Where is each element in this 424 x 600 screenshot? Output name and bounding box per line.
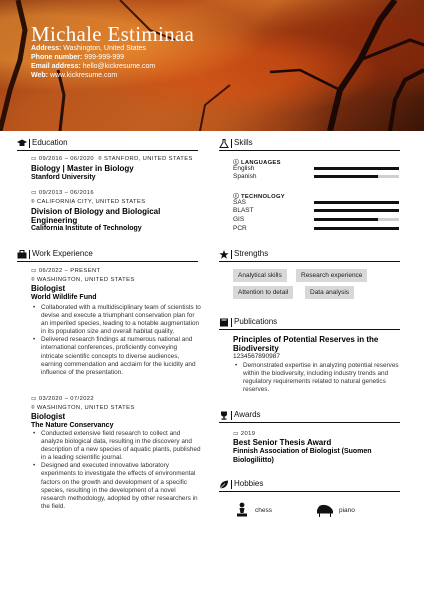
languages-heading: ⓘ LANGUAGES: [233, 160, 281, 166]
info-circle-icon: ⓘ: [233, 160, 240, 166]
hobby-piano: piano: [339, 507, 355, 514]
work-2-title: Biologist: [31, 412, 66, 421]
trophy-icon: [219, 411, 229, 420]
skills-section-heading: [219, 138, 400, 151]
skill-pcr: PCR: [233, 225, 247, 232]
list-item: • Designed and executed innovative laboratory experiments to investigate the effects of environmental factors on the growth and development of a specific species, resulting in the development of a novel research methodology, adopted by other researchers in the field.: [33, 462, 201, 511]
calendar-icon: ▭: [31, 396, 37, 402]
work-2-bullets: [33, 430, 201, 511]
skill-sas-bar: [314, 201, 399, 204]
header-banner: [0, 0, 424, 131]
hobby-chess: chess: [255, 507, 272, 514]
briefcase-icon: [17, 250, 27, 259]
work-1-bullets: [33, 304, 201, 377]
work-1-dates: ▭ 06/2022 – PRESENT: [31, 268, 101, 274]
contact-phone: Phone number: 999-999-999: [31, 54, 124, 61]
education-title: Education: [32, 138, 68, 147]
publications-section-heading: [219, 317, 400, 330]
book-icon: [219, 318, 229, 327]
location-pin-icon: ⌾: [31, 405, 35, 411]
education-1-meta: ▭ 09/2016 – 06/2020 ⌾ STANFORD, UNITED STATES: [31, 156, 193, 162]
education-1-school: Stanford University: [31, 174, 96, 181]
publication-bullets: [235, 362, 400, 394]
piano-icon: [316, 502, 334, 518]
education-2-school: California Institute of Technology: [31, 225, 142, 232]
contact-address: Address: Washington, United States: [31, 45, 146, 52]
publication-id: 1234567890987: [233, 353, 280, 360]
strengths-section-heading: [219, 249, 400, 262]
hobbies-section-heading: [219, 479, 400, 492]
strength-tag: Research experience: [296, 269, 367, 282]
skill-blast-bar: [314, 209, 399, 212]
education-1-degree: Biology | Master in Biology: [31, 164, 134, 173]
calendar-icon: ▭: [233, 431, 239, 437]
list-item: • Demonstrated expertise in analyzing potential reserves within the biodiversity, including industry trends and regulatory requirements related to natural genetics reserves.: [235, 362, 400, 394]
work-1-location: ⌾ WASHINGTON, UNITED STATES: [31, 277, 135, 283]
work-section-heading: [17, 249, 198, 262]
work-2-location: ⌾ WASHINGTON, UNITED STATES: [31, 405, 135, 411]
work-1-title: Biologist: [31, 284, 66, 293]
location-pin-icon: ⌾: [31, 277, 35, 283]
skill-spanish: Spanish: [233, 173, 257, 180]
awards-title: Awards: [234, 410, 261, 419]
education-2-degree: Division of Biology and Biological Engineering: [31, 207, 161, 225]
work-2-dates: ▭ 03/2020 – 07/2022: [31, 396, 95, 402]
skill-sas: SAS: [233, 199, 247, 206]
flask-icon: [219, 139, 229, 148]
star-icon: [219, 250, 229, 259]
list-item: • Collaborated with a multidisciplinary team of scientists to devise and execute a triumphant conservation plan for an imperiled species, leading to a notable augmentation in its population size and overall habitat quality.: [33, 304, 201, 336]
calendar-icon: ▭: [31, 268, 37, 274]
calendar-icon: ▭: [31, 190, 37, 196]
work-2-company: The Nature Conservancy: [31, 422, 114, 429]
calendar-icon: ▭: [31, 156, 37, 162]
list-item: • Delivered research findings at numerous national and international conferences, proficiently conveying intricate scientific concepts to diverse audiences, earning commendation and acclaim for the lucidity and influence of the presentation.: [33, 336, 201, 376]
strengths-title: Strengths: [234, 249, 269, 258]
skill-pcr-bar: [314, 227, 399, 230]
location-pin-icon: ⌾: [31, 199, 35, 205]
awards-section-heading: [219, 410, 400, 423]
contact-web[interactable]: Web: www.kickresume.com: [31, 72, 118, 79]
skill-english: English: [233, 165, 255, 172]
chess-icon: [234, 502, 250, 518]
contact-email[interactable]: Email address: hello@kickresume.com: [31, 63, 156, 70]
publications-title: Publications: [234, 317, 278, 326]
skill-gis-bar: [314, 218, 399, 221]
strength-tag: Attention to detail: [233, 286, 293, 299]
strength-tag: Data analysis: [305, 286, 354, 299]
info-circle-icon: ⓘ: [233, 194, 240, 200]
publication-title: Principles of Potential Reserves in the Biodiversity: [233, 335, 379, 353]
hobbies-title: Hobbies: [234, 479, 264, 488]
education-2-location: ⌾ CALIFORNIA CITY, UNITED STATES: [31, 199, 146, 205]
award-year: ▭ 2019: [233, 431, 256, 437]
skill-spanish-bar: [314, 175, 399, 178]
leaf-icon: [219, 480, 229, 489]
skill-gis: GIS: [233, 216, 245, 223]
award-title: Best Senior Thesis Award: [233, 438, 332, 447]
list-item: • Conducted extensive field research to collect and analyze biological data, resulting in the discovery and description of a new species of aquatic plants, published in a leading scientific journal.: [33, 430, 201, 462]
work-1-company: World Wildlife Fund: [31, 294, 97, 301]
skill-blast: BLAST: [233, 207, 254, 214]
skills-title: Skills: [234, 138, 253, 147]
location-pin-icon: ⌾: [98, 156, 102, 162]
work-title: Work Experience: [32, 249, 93, 258]
graduation-cap-icon: [17, 139, 27, 148]
candidate-name: Michale Estiminaa: [31, 22, 195, 46]
education-2-meta: ▭ 09/2013 – 06/2016: [31, 190, 95, 196]
skill-english-bar: [314, 167, 399, 170]
technology-heading: ⓘ TECHNOLOGY: [233, 194, 285, 200]
strength-tag: Analytical skills: [233, 269, 287, 282]
award-org: Finnish Association of Biologist (Suomen Biologiliitto): [233, 448, 372, 464]
education-section-heading: [17, 138, 198, 151]
